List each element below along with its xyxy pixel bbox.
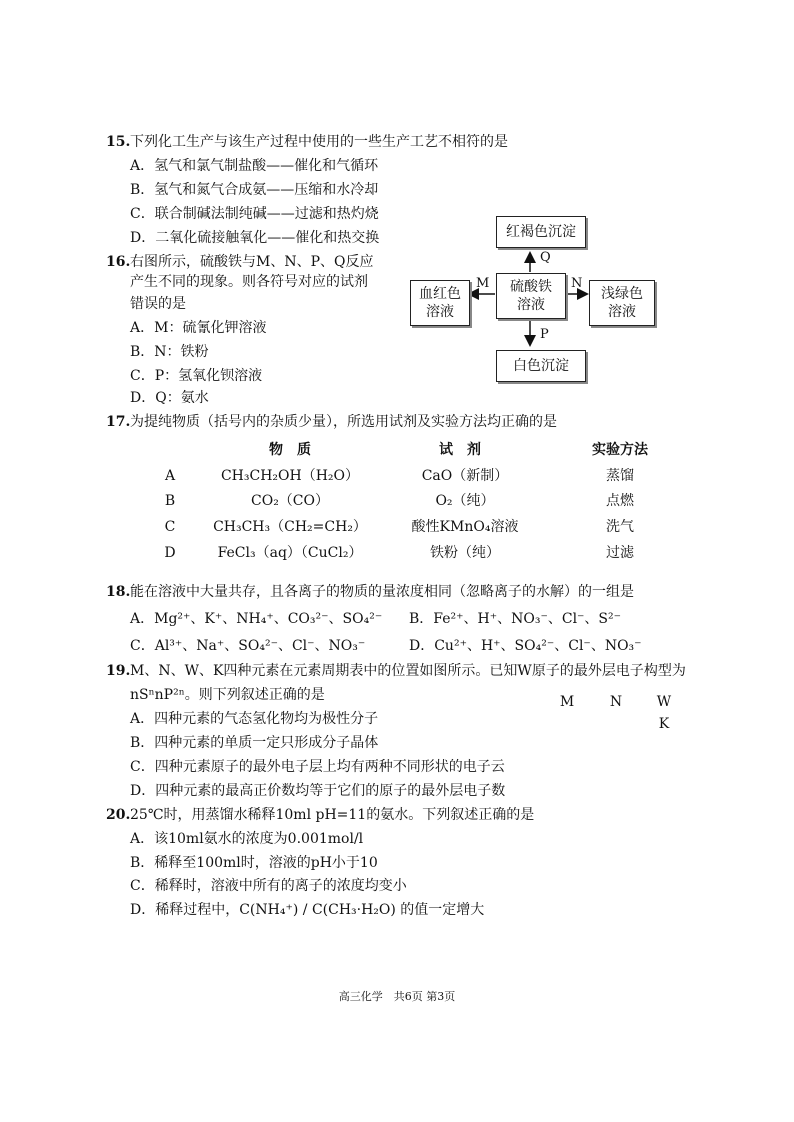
- table-header-substance: 物 质: [269, 442, 311, 458]
- box-bottom-white-precipitate: 白色沉淀: [496, 350, 586, 382]
- question-19-number: 19.: [106, 663, 131, 679]
- question-16-stem-line1: 右图所示，硫酸铁与M、N、P、Q反应: [130, 254, 374, 270]
- label-n: N: [571, 276, 583, 291]
- question-16-option-b: B．N：铁粉: [130, 344, 209, 360]
- box-top-red-brown-precipitate: 红褐色沉淀: [496, 216, 586, 248]
- question-18-option-b: B．Fe²⁺、H⁺、NO₃⁻、Cl⁻、S²⁻: [409, 611, 622, 627]
- box-left-line2: 溶液: [426, 304, 454, 320]
- table-row-b-reagent: O₂（纯）: [435, 493, 495, 509]
- question-15-option-c: C．联合制碱法制纯碱——过滤和热灼烧: [130, 206, 379, 222]
- question-18-option-a: A．Mg²⁺、K⁺、NH₄⁺、CO₃²⁻、SO₄²⁻: [130, 611, 383, 627]
- question-20-option-a: A．该10ml氨水的浓度为0.001mol/l: [130, 831, 364, 847]
- table-row-a-reagent: CaO（新制）: [421, 468, 509, 484]
- question-19-option-b: B．四种元素的单质一定只形成分子晶体: [130, 735, 379, 751]
- question-20-option-d: D．稀释过程中，C(NH₄⁺) / C(CH₃·H₂O) 的值一定增大: [130, 902, 485, 918]
- table-row-d-reagent: 铁粉（纯）: [430, 545, 500, 561]
- question-19-option-a: A．四种元素的气态氢化物均为极性分子: [130, 711, 379, 727]
- table-row-b-substance: CO₂（CO）: [251, 493, 329, 509]
- question-18-option-c: C．Al³⁺、Na⁺、SO₄²⁻、Cl⁻、NO₃⁻: [130, 638, 366, 654]
- table-row-a-label: A: [164, 468, 176, 484]
- question-20-option-b: B．稀释至100ml时，溶液的pH小于10: [130, 855, 378, 871]
- question-20-number: 20.: [106, 807, 131, 823]
- box-center-iron-sulfate: [496, 273, 566, 319]
- question-17-stem: 为提纯物质（括号内的杂质少量），所选用试剂及实验方法均正确的是: [130, 414, 557, 430]
- question-19-option-d: D．四种元素的最高正价数均等于它们的原子的最外层电子数: [130, 783, 506, 799]
- question-19-stem-line1: M、N、W、K四种元素在元素周期表中的位置如图所示。已知W原子的最外层电子构型为: [130, 663, 686, 679]
- question-16-stem-line2: 产生不同的现象。则各符号对应的试剂: [130, 274, 368, 290]
- question-15-option-d: D．二氧化硫接触氧化——催化和热交换: [130, 230, 380, 246]
- box-right-line2: 溶液: [608, 304, 636, 320]
- question-19-stem-line2: nSⁿnP²ⁿ。则下列叙述正确的是: [130, 687, 325, 703]
- box-right-pale-green: [589, 280, 655, 326]
- box-right-line1: 浅绿色: [601, 286, 643, 302]
- question-20-option-c: C．稀释时，溶液中所有的离子的浓度均变小: [130, 878, 407, 894]
- question-15-option-a: A．氢气和氯气制盐酸——催化和气循环: [130, 158, 379, 174]
- element-m: M: [559, 694, 575, 710]
- element-n: N: [609, 694, 623, 710]
- table-row-c-method: 洗气: [606, 519, 634, 535]
- table-row-c-label: C: [164, 519, 176, 535]
- question-15-option-b: B．氢气和氮气合成氨——压缩和水冷却: [130, 182, 379, 198]
- box-center-line1: 硫酸铁: [510, 279, 552, 295]
- question-18-option-d: D．Cu²⁺、H⁺、SO₄²⁻、Cl⁻、NO₃⁻: [409, 638, 642, 654]
- page-footer: 高三化学 共6页 第3页: [338, 990, 456, 1003]
- question-15-stem: 下列化工生产与该生产过程中使用的一些生产工艺不相符的是: [130, 134, 508, 150]
- label-q: Q: [540, 250, 551, 265]
- question-17-number: 17.: [106, 414, 131, 430]
- table-header-method: 实验方法: [592, 442, 648, 458]
- table-row-a-substance: CH₃CH₂OH（H₂O）: [220, 468, 360, 484]
- table-row-b-method: 点燃: [606, 493, 634, 509]
- element-w: W: [656, 694, 672, 710]
- box-left-line1: 血红色: [419, 286, 461, 302]
- table-row-b-label: B: [164, 493, 176, 509]
- question-15-number: 15.: [106, 134, 131, 150]
- question-16-option-a: A．M：硫氰化钾溶液: [130, 320, 267, 336]
- question-19-option-c: C．四种元素原子的最外电子层上均有两种不同形状的电子云: [130, 759, 505, 775]
- table-row-d-label: D: [164, 545, 176, 561]
- question-20-stem: 25℃时，用蒸馏水稀释10ml pH=11的氨水。下列叙述正确的是: [130, 807, 535, 823]
- element-k: K: [658, 716, 670, 732]
- question-18-stem: 能在溶液中大量共存，且各离子的物质的量浓度相同（忽略离子的水解）的一组是: [130, 584, 634, 600]
- box-center-line2: 溶液: [517, 297, 545, 313]
- table-header-reagent: 试 剂: [439, 442, 481, 458]
- question-16-number: 16.: [106, 254, 131, 270]
- table-row-a-method: 蒸馏: [606, 468, 634, 484]
- question-16-option-d: D．Q：氨水: [130, 390, 209, 406]
- table-row-d-substance: FeCl₃（aq）（CuCl₂）: [217, 545, 363, 561]
- table-row-d-method: 过滤: [606, 545, 634, 561]
- box-left-blood-red: [410, 280, 470, 326]
- table-row-c-substance: CH₃CH₃（CH₂=CH₂）: [213, 519, 367, 535]
- label-p: P: [540, 327, 549, 342]
- table-row-c-reagent: 酸性KMnO₄溶液: [411, 519, 519, 535]
- label-m: M: [476, 276, 490, 291]
- question-18-number: 18.: [106, 584, 131, 600]
- question-16-option-c: C．P：氢氧化钡溶液: [130, 368, 263, 384]
- question-16-stem-line3: 错误的是: [130, 296, 186, 312]
